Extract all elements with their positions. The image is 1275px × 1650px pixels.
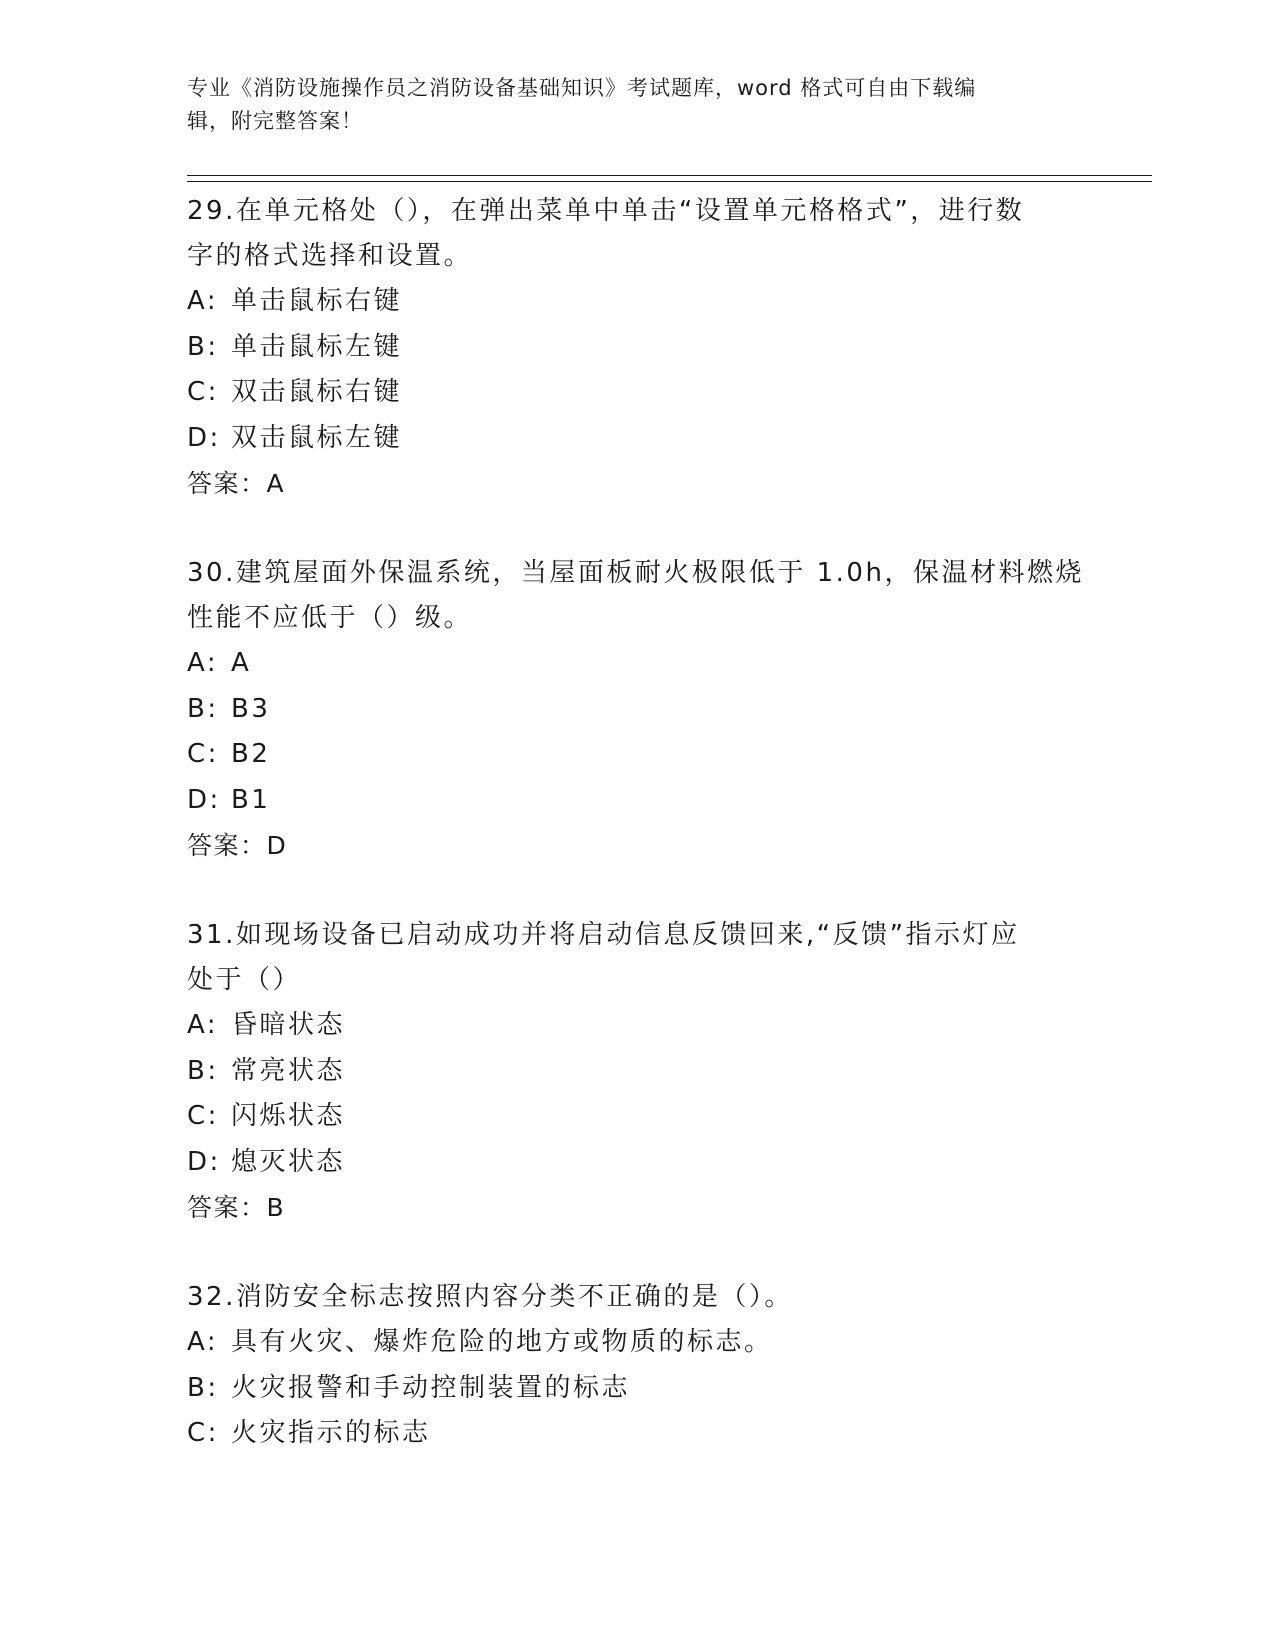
question-stem-line-1: 30.建筑屋面外保温系统，当屋面板耐火极限低于 1.0h，保温材料燃烧 — [187, 558, 1084, 588]
option-key: C: — [187, 1101, 219, 1131]
option-key: B: — [187, 331, 219, 362]
header-line-1: 专业《消防设施操作员之消防设备基础知识》考试题库，word 格式可自由下载编 — [187, 76, 977, 100]
answer-value: B — [266, 1193, 286, 1222]
option-a — [187, 1320, 1087, 1366]
header-divider-bottom — [187, 181, 1152, 182]
answer-label: 答案： — [187, 1193, 267, 1222]
option-text: 火灾指示的标志 — [231, 1418, 431, 1448]
question-stem-line-1: 29.在单元格处（），在弹出菜单中单击“设置单元格格式”，进行数 — [187, 196, 1025, 226]
answer-label: 答案： — [187, 831, 267, 860]
option-a — [187, 1003, 1087, 1049]
option-key: D: — [187, 422, 221, 453]
option-d — [187, 1140, 1087, 1186]
option-a — [187, 641, 1087, 687]
option-text: 常亮状态 — [231, 1055, 346, 1086]
answer-value: A — [266, 469, 286, 498]
option-text: B2 — [231, 739, 271, 769]
answer-line — [187, 823, 1087, 868]
question-stem — [187, 551, 1087, 641]
option-key: B: — [187, 693, 219, 724]
option-key: D: — [187, 1146, 221, 1177]
question-stem-line-1: 31.如现场设备已启动成功并将启动信息反馈回来,“反馈”指示灯应 — [187, 920, 1020, 950]
option-b — [187, 325, 1087, 371]
option-a — [187, 279, 1087, 325]
question-stem — [187, 1275, 1087, 1320]
header-line-2: 辑，附完整答案！ — [187, 109, 363, 133]
option-text: 昏暗状态 — [231, 1010, 346, 1040]
option-d — [187, 778, 1087, 824]
option-text: 熄灭状态 — [231, 1146, 346, 1177]
question-stem-line-2: 性能不应低于（）级。 — [187, 603, 473, 633]
option-key: C: — [187, 739, 219, 769]
question-list — [187, 189, 1087, 1502]
option-c — [187, 1094, 1087, 1140]
option-b — [187, 687, 1087, 733]
option-text: 双击鼠标左键 — [231, 422, 403, 453]
question-stem-line-1: 32.消防安全标志按照内容分类不正确的是（）。 — [187, 1282, 793, 1312]
option-text: 单击鼠标左键 — [231, 331, 403, 362]
answer-line — [187, 1185, 1087, 1230]
option-text: 双击鼠标右键 — [231, 377, 403, 407]
option-key: D: — [187, 784, 221, 815]
question-29 — [187, 189, 1087, 506]
option-c — [187, 732, 1087, 778]
question-31 — [187, 913, 1087, 1230]
option-key: C: — [187, 1418, 219, 1448]
option-text: B1 — [231, 784, 271, 815]
option-key: A: — [187, 1327, 219, 1357]
option-key: B: — [187, 1372, 219, 1403]
question-32 — [187, 1275, 1087, 1457]
option-text: 单击鼠标右键 — [231, 286, 403, 316]
question-stem — [187, 189, 1087, 279]
answer-line — [187, 461, 1087, 506]
question-stem — [187, 913, 1087, 1003]
answer-value: D — [266, 831, 288, 860]
option-text: 火灾报警和手动控制装置的标志 — [231, 1372, 631, 1403]
option-text: 具有火灾、爆炸危险的地方或物质的标志。 — [231, 1327, 773, 1357]
option-key: A: — [187, 1010, 219, 1040]
option-c — [187, 370, 1087, 416]
answer-label: 答案： — [187, 469, 267, 498]
question-30 — [187, 551, 1087, 868]
question-stem-line-2: 处于（） — [187, 965, 302, 995]
option-b — [187, 1049, 1087, 1095]
document-header — [187, 72, 1067, 138]
option-d — [187, 416, 1087, 462]
option-key: C: — [187, 377, 219, 407]
option-key: A: — [187, 648, 219, 678]
header-divider-top — [187, 175, 1152, 176]
option-text: A — [231, 648, 252, 678]
question-stem-line-2: 字的格式选择和设置。 — [187, 241, 473, 271]
option-text: 闪烁状态 — [231, 1101, 346, 1131]
option-b — [187, 1366, 1087, 1412]
option-c — [187, 1411, 1087, 1457]
option-key: A: — [187, 286, 219, 316]
option-text: B3 — [231, 693, 271, 724]
option-key: B: — [187, 1055, 219, 1086]
